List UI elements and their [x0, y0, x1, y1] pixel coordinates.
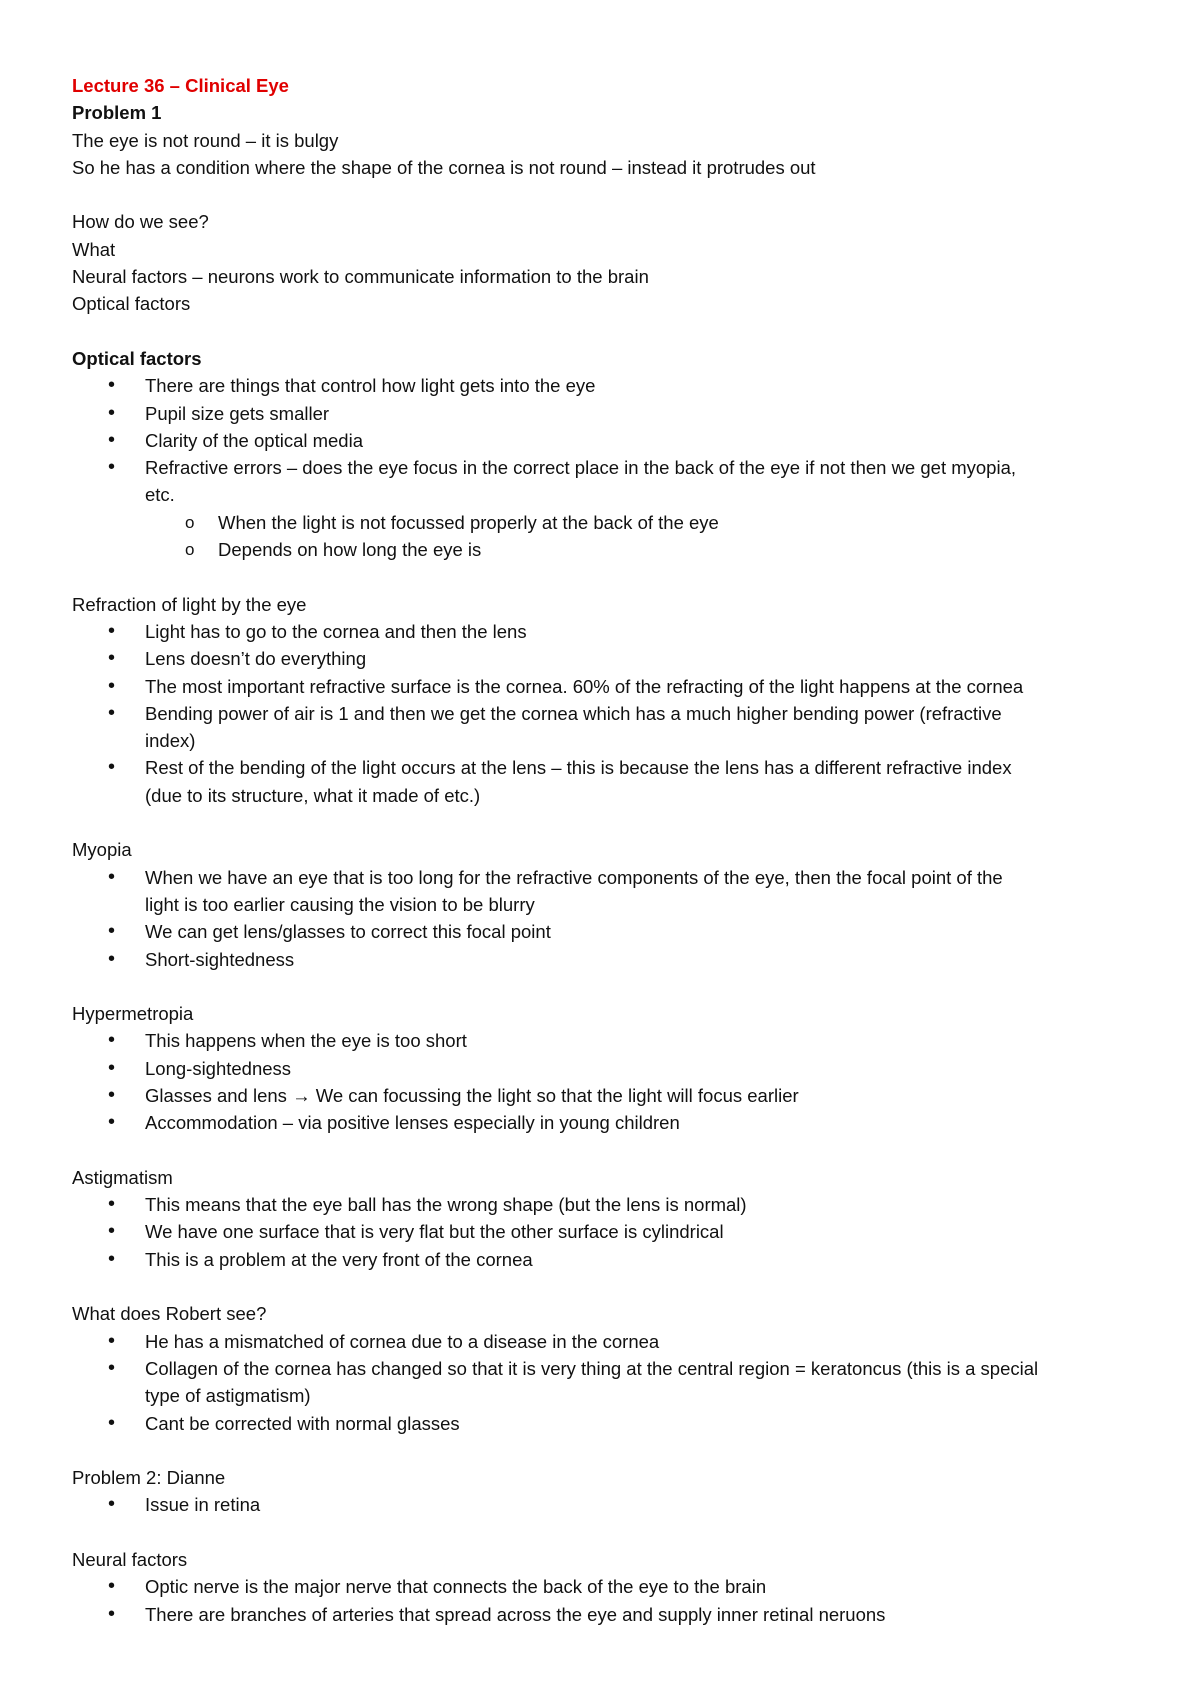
list-item-line: type of astigmatism) — [145, 1385, 311, 1407]
refractive-errors-sublist — [72, 509, 1160, 564]
list-item-line: • Cant be corrected with normal glasses — [145, 1412, 460, 1434]
list-item — [72, 864, 1132, 919]
problem1-heading: Problem 1 — [72, 102, 162, 124]
robert-list — [72, 1328, 1160, 1437]
list-item-text: Glasses and lens — [145, 1084, 293, 1106]
sub-list-item: o Depends on how long the eye is — [72, 536, 1160, 563]
robert-heading: What does Robert see? — [72, 1303, 267, 1325]
list-item: • Pupil size gets smaller — [72, 400, 1132, 427]
list-item — [72, 700, 1132, 755]
list-item: • This is a problem at the very front of the cornea — [72, 1246, 1132, 1273]
problem1-line: So he has a condition where the shape of the cornea is not round – instead it protrudes out — [72, 156, 816, 178]
problem2-list — [72, 1491, 1160, 1518]
list-item — [72, 946, 1132, 973]
list-item — [72, 1082, 1132, 1109]
list-item — [72, 454, 1132, 509]
list-item-line: • Refractive errors – does the eye focus in the correct place in the back of the eye if not then we get myopia, — [145, 457, 1016, 479]
list-item: • Long-sightedness — [72, 1055, 1132, 1082]
hypermetropia-heading: Hypermetropia — [72, 1003, 194, 1025]
astigmatism-heading: Astigmatism — [72, 1166, 173, 1188]
list-item-text: We can focussing the light so that the light will focus earlier — [310, 1084, 799, 1106]
list-item-line: • Rest of the bending of the light occurs at the lens – this is because the lens has a different refractive index — [145, 757, 1012, 779]
list-item-line: • He has a mismatched of cornea due to a disease in the cornea — [145, 1330, 660, 1352]
spacer — [72, 318, 1160, 345]
spacer — [72, 563, 1160, 590]
hypermetropia-list — [72, 1027, 1160, 1136]
spacer — [72, 1137, 1160, 1164]
how-we-see-line: What — [72, 238, 116, 260]
list-item-line: • Lens doesn’t do everything — [145, 648, 367, 670]
list-item — [72, 918, 1132, 945]
neural-factors-heading: Neural factors — [72, 1549, 188, 1571]
list-item: • There are things that control how light gets into the eye — [72, 372, 1132, 399]
problem1-line: The eye is not round – it is bulgy — [72, 129, 339, 151]
document-title: Lecture 36 – Clinical Eye — [72, 75, 289, 96]
list-item-line: • Bending power of air is 1 and then we get the cornea which has a much higher bending power (refractive — [145, 702, 1002, 724]
list-item-line: light is too earlier causing the vision to be blurry — [145, 893, 535, 915]
list-item: • Optic nerve is the major nerve that connects the back of the eye to the brain — [72, 1573, 1132, 1600]
optical-factors-heading: Optical factors — [72, 347, 202, 369]
spacer — [72, 1519, 1160, 1546]
list-item-line: • We can get lens/glasses to correct this focal point — [145, 921, 551, 943]
spacer — [72, 809, 1160, 836]
spacer — [72, 1273, 1160, 1300]
problem2-heading: Problem 2: Dianne — [72, 1467, 226, 1489]
how-we-see-line: Optical factors — [72, 293, 191, 315]
list-item — [72, 1328, 1132, 1355]
list-item-line: • Light has to go to the cornea and then the lens — [145, 620, 527, 642]
refraction-list — [72, 618, 1160, 809]
list-item — [72, 618, 1132, 645]
neural-factors-list — [72, 1573, 1160, 1628]
list-item-line: • Collagen of the cornea has changed so that it is very thing at the central region = keratoncus (this is a special — [145, 1357, 1039, 1379]
list-item: • This happens when the eye is too short — [72, 1027, 1132, 1054]
list-item: • There are branches of arteries that spread across the eye and supply inner retinal neruons — [72, 1601, 1132, 1628]
list-item-line: • When we have an eye that is too long for the refractive components of the eye, then the focal point of the — [145, 866, 1003, 888]
list-item: • We have one surface that is very flat but the other surface is cylindrical — [72, 1218, 1132, 1245]
list-item — [72, 645, 1132, 672]
list-item — [72, 673, 1132, 700]
list-item — [72, 754, 1132, 809]
list-item — [72, 1355, 1132, 1410]
how-we-see-heading: How do we see? — [72, 211, 209, 233]
list-item-line: • Short-sightedness — [145, 948, 295, 970]
list-item: • Issue in retina — [72, 1491, 1132, 1518]
spacer — [72, 1437, 1160, 1464]
myopia-list — [72, 864, 1160, 973]
list-item — [72, 1410, 1132, 1437]
list-item-line: • The most important refractive surface is the cornea. 60% of the refracting of the light happens at the cornea — [145, 675, 1024, 697]
list-item-line: etc. — [145, 484, 175, 506]
refraction-heading: Refraction of light by the eye — [72, 593, 307, 615]
right-arrow-icon: → — [292, 1084, 311, 1106]
optical-factors-list — [72, 372, 1160, 508]
list-item-line: (due to its structure, what it made of etc.) — [145, 784, 481, 806]
list-item: • Accommodation – via positive lenses especially in young children — [72, 1109, 1132, 1136]
list-item: • Clarity of the optical media — [72, 427, 1132, 454]
myopia-heading: Myopia — [72, 839, 132, 861]
spacer — [72, 181, 1160, 208]
sub-list-item: o When the light is not focussed properly at the back of the eye — [72, 509, 1160, 536]
spacer — [72, 973, 1160, 1000]
list-item: • This means that the eye ball has the wrong shape (but the lens is normal) — [72, 1191, 1132, 1218]
how-we-see-line: Neural factors – neurons work to communicate information to the brain — [72, 266, 649, 288]
list-item-line: index) — [145, 730, 196, 752]
astigmatism-list — [72, 1191, 1160, 1273]
